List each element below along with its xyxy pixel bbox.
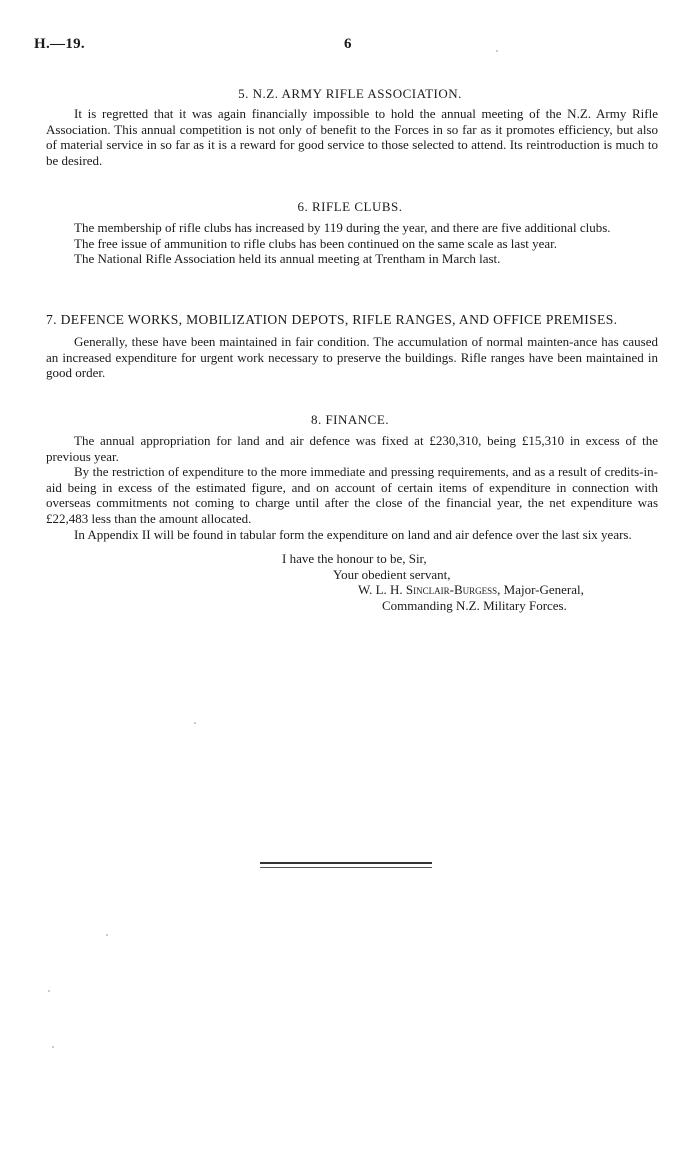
section-title-rifle-clubs: 6. RIFLE CLUBS. <box>297 199 403 214</box>
document-reference: H.—19. <box>34 36 85 52</box>
paragraph: By the restriction of expenditure to the more immediate and pressing requirements, and as a result of credits-in-aid being in excess of the estimated figure, and on account of certain items of expenditure in connection with overseas commitments not coming to charge until after the close of the financial year, the net expenditure was £22,483 less than the amount allocated. <box>46 464 658 526</box>
signature-rank: , Major-General, <box>497 582 584 597</box>
section-title-defence-works: 7. DEFENCE WORKS, MOBILIZATION DEPOTS, RIFLE RANGES, AND OFFICE PREMISES. <box>46 312 618 327</box>
paragraph: The National Rifle Association held its annual meeting at Trentham in March last. <box>74 251 501 267</box>
section-title-army-rifle-association: 5. N.Z. ARMY RIFLE ASSOCIATION. <box>238 86 462 101</box>
closing-rule-thin <box>260 867 432 868</box>
section-body-defence-works <box>46 334 658 381</box>
signature-name-line <box>358 582 584 598</box>
paragraph: It is regretted that it was again financially impossible to hold the annual meeting of the N.Z. Army Rifle Association. This annual competition is not only of benefit to the Forces in so far as it promotes efficiency, but also of material service in so far as it is a reward for good service to those selected to attend. Its reintroduction is much to be desired. <box>46 106 658 168</box>
scan-speck <box>106 934 108 936</box>
signature-name: Sinclair-Burgess <box>405 582 498 597</box>
paragraph: The annual appropriation for land and air defence was fixed at £230,310, being £15,310 in excess of the previous year. <box>46 433 658 464</box>
signature-closing: I have the honour to be, Sir, <box>282 551 427 566</box>
signature-title: Commanding N.Z. Military Forces. <box>382 598 567 613</box>
section-body-rifle-clubs <box>46 220 658 267</box>
paragraph: In Appendix II will be found in tabular form the expenditure on land and air defence over the last six years. <box>74 526 632 542</box>
section-body-finance <box>46 433 658 542</box>
section-body-army-rifle-association <box>46 106 658 168</box>
scan-speck <box>52 1046 54 1048</box>
page-number: 6 <box>344 36 352 52</box>
paragraph: The membership of rifle clubs has increased by 119 during the year, and there are five additional clubs. <box>74 220 611 235</box>
scan-speck <box>48 990 50 992</box>
paragraph: The free issue of ammunition to rifle clubs has been continued on the same scale as last year. <box>74 235 558 251</box>
closing-rule <box>260 862 432 864</box>
section-title-finance: 8. FINANCE. <box>310 412 390 427</box>
scan-speck <box>194 722 196 724</box>
scan-speck <box>496 50 498 52</box>
signature-name-prefix: W. L. H. <box>358 582 406 597</box>
signature-servant: Your obedient servant, <box>333 567 451 582</box>
paragraph: Generally, these have been maintained in fair condition. The accumulation of normal mainten-ance has caused an increased expenditure for urgent work necessary to preserve the buildings. Rifle ranges have been maintained in good order. <box>46 334 658 381</box>
